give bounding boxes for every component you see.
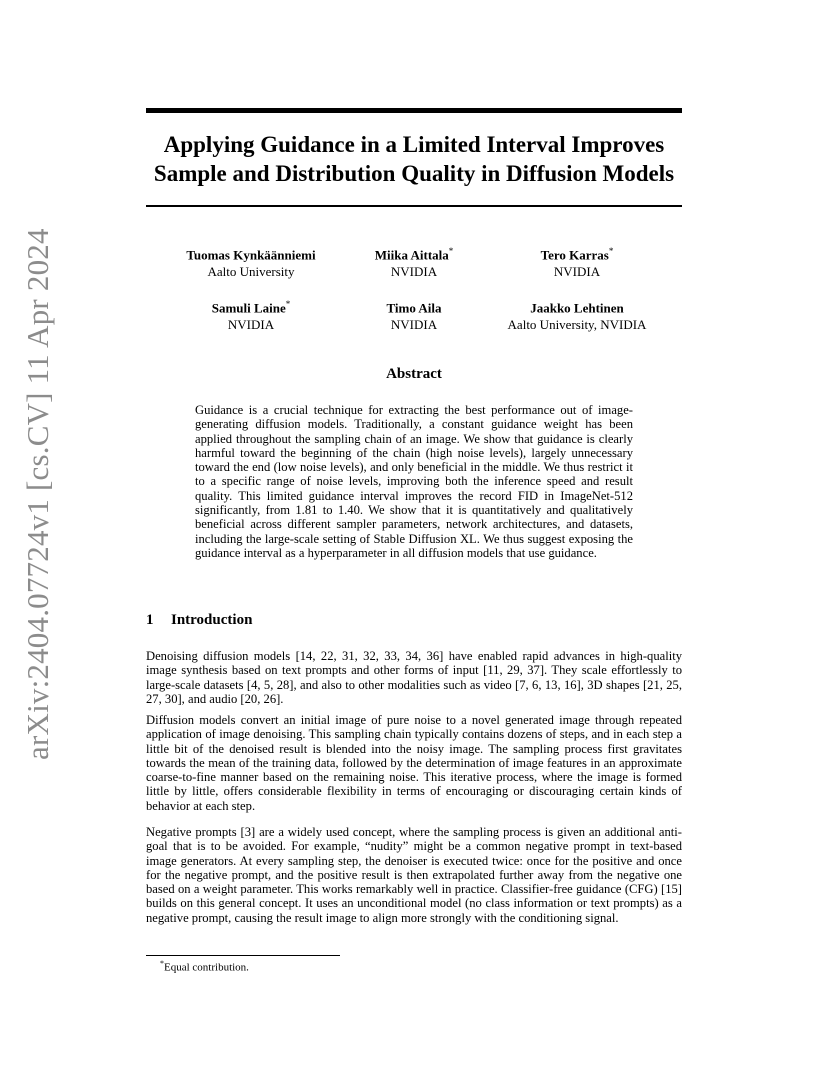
section-title: Introduction (171, 612, 253, 628)
title-top-rule (146, 108, 682, 113)
author-block (334, 296, 494, 333)
author-mark: * (285, 299, 291, 309)
paper-title-line-2: Sample and Distribution Quality in Diffusion Models (153, 161, 675, 186)
body-paragraph: Denoising diffusion models [14, 22, 31, 32, 33, 34, 36] have enabled rapid advances in high-quality image synthesis based on text prompts and other forms of input [11, 29, 37]. They scale effortlessly to large-scale datasets [4, 5, 28], and also to other modalities such as video [7, 6, 13, 16], 3D shapes [21, 25, 27, 30], and audio [20, 26]. (146, 649, 682, 706)
author-block (492, 296, 662, 333)
author-mark: * (448, 246, 454, 256)
title-bottom-rule (146, 205, 682, 207)
footnote-rule (146, 955, 340, 956)
author-block (497, 243, 657, 280)
author-name: Tero Karras (540, 247, 609, 263)
section-number: 1 (146, 612, 154, 628)
body-paragraph: Negative prompts [3] are a widely used concept, where the sampling process is given an additional anti-goal that is to be avoided. For example, “nudity” might be a common negative prompt in text-based image generators. At every sampling step, the denoiser is executed twice: once for the positive and once for the negative prompt, and the positive result is then extrapolated further away from the negative one based on a weight parameter. This works remarkably well in practice. Classifier-free guidance (CFG) [15] builds on this general concept. It uses an unconditional model (no class information or text prompts) as a negative prompt, causing the result image to align more strongly with the conditioning signal. (146, 825, 682, 925)
author-name: Tuomas Kynkäänniemi (186, 247, 316, 263)
author-affiliation: NVIDIA (390, 317, 438, 333)
footnote-mark: * (160, 959, 164, 968)
author-name: Samuli Laine (211, 300, 286, 316)
author-affiliation: Aalto University, NVIDIA (507, 317, 647, 333)
author-block (334, 243, 494, 280)
paper-title (146, 130, 682, 188)
abstract-heading: Abstract (386, 366, 442, 382)
author-affiliation: NVIDIA (390, 264, 438, 280)
footnote (160, 959, 249, 974)
author-name: Jaakko Lehtinen (530, 300, 624, 316)
body-paragraph: Diffusion models convert an initial image of pure noise to a novel generated image through repeated application of image denoising. This sampling chain typically contains dozens of steps, and in each step a little bit of the denoised result is blended into the noisy image. The sampling process first gravitates towards the mean of the training data, followed by the determination of image features in an approximate coarse-to-fine manner based on the remaining noise. This iterative process, where the image is formed little by little, offers considerable flexibility in terms of encouraging or discouraging certain kinds of behavior at each step. (146, 713, 682, 813)
author-block (166, 296, 336, 333)
author-mark: * (608, 246, 614, 256)
footnote-text: Equal contribution. (164, 961, 249, 974)
author-name: Miika Aittala (374, 247, 449, 263)
author-name: Timo Aila (386, 300, 442, 316)
arxiv-identifier-stamp: arXiv:2404.07724v1 [cs.CV] 11 Apr 2024 (20, 228, 55, 760)
section-heading (146, 612, 682, 629)
author-affiliation: NVIDIA (553, 264, 601, 280)
author-affiliation: Aalto University (207, 264, 295, 280)
author-affiliation: NVIDIA (227, 317, 275, 333)
paper-title-line-1: Applying Guidance in a Limited Interval Improves (163, 132, 665, 157)
author-block (166, 243, 336, 280)
abstract-text: Guidance is a crucial technique for extracting the best performance out of image-generating diffusion models. Traditionally, a constant guidance weight has been applied throughout the sampling chain of an image. We show that guidance is clearly harmful toward the beginning of the chain (high noise levels), largely unnecessary toward the end (low noise levels), and only beneficial in the middle. We thus restrict it to a specific range of noise levels, improving both the inference speed and result quality. This limited guidance interval improves the record FID in ImageNet-512 significantly, from 1.81 to 1.40. We show that it is quantitatively and qualitatively beneficial across different sampler parameters, network architectures, and datasets, including the large-scale setting of Stable Diffusion XL. We thus suggest exposing the guidance interval as a hyperparameter in all diffusion models that use guidance. (195, 403, 633, 560)
